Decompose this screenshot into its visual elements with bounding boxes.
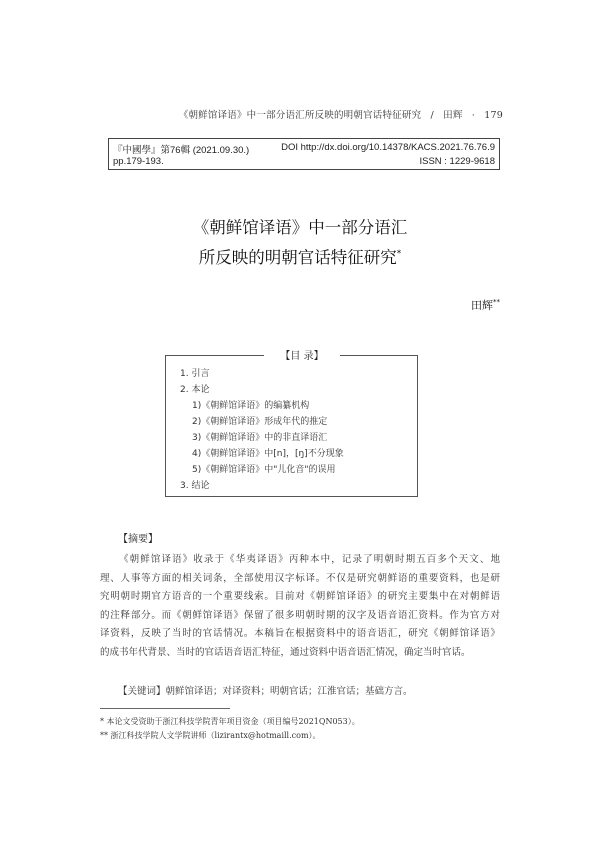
journal-citation: 『中國學』第76輯 (2021.09.30.) — [113, 145, 250, 156]
footnote-2: ** 浙江科技学院人文学院讲师（lizirantx@hotmaill.com）。 — [100, 731, 321, 740]
journal-pages: pp.179-193. — [113, 156, 164, 167]
abstract-heading: 【摘要】 — [118, 534, 158, 545]
footnote-1: * 本论文受资助于浙江科技学院青年项目资金（项目编号2021QN053）。 — [100, 717, 360, 726]
abstract-line: 译资料，反映了当时的官话情况。本稿旨在根据资料中的语音语汇，研究《朝鲜馆译语》 — [100, 628, 500, 640]
paper-title-line-2-text: 所反映的明朝官话特征研究 — [198, 248, 397, 267]
abstract-line: 的注释部分。而《朝鲜馆译语》保留了很多明朝时期的汉字及语音语汇资料。作为官方对 — [100, 609, 500, 621]
toc-item: 1. 引言 — [180, 369, 210, 379]
running-head-title: 《朝鲜馆译语》中一部分语汇所反映的明朝官话特征研究 — [178, 110, 422, 121]
toc-item: 4)《朝鲜馆译语》中[n]，[ŋ]不分现象 — [192, 449, 344, 459]
toc-item: 1)《朝鲜馆译语》的编纂机构 — [192, 401, 310, 411]
paper-title-line-1: 《朝鲜馆译语》中一部分语汇 — [192, 218, 408, 237]
abstract-line: 的成书年代背景、当时的官话语音语汇特征，通过资料中语音语汇情况，确定当时官话。 — [100, 646, 471, 658]
author-name-text: 田辉 — [471, 299, 493, 312]
abstract-line: 究明朝时期官方语音的一个重要线索。目前对《朝鲜馆译语》的研究主要集中在对朝鲜语 — [100, 591, 500, 603]
running-head-author: 田辉 — [443, 110, 463, 121]
author-name — [471, 297, 500, 313]
abstract-body — [100, 551, 500, 663]
toc-item: 2. 本论 — [180, 385, 210, 395]
page-number: 179 — [484, 110, 503, 121]
running-head-dot: · — [471, 110, 476, 121]
toc-item: 5)《朝鲜馆译语》中"儿化音"的误用 — [192, 465, 336, 475]
paper-title-line-2 — [100, 241, 500, 271]
toc-item: 3. 结论 — [180, 481, 210, 491]
toc-list — [180, 366, 344, 494]
keywords-label: 【关键词】 — [118, 686, 166, 697]
running-head — [110, 107, 503, 121]
keywords — [118, 683, 413, 697]
toc-item: 3)《朝鲜馆译语》中的非直译语汇 — [192, 433, 328, 443]
abstract-line: 《朝鲜馆译语》收录于《华夷译语》丙种本中，记录了明朝时期五百多个天文、地 — [119, 554, 500, 565]
running-head-separator: / — [430, 110, 434, 121]
toc-item: 2)《朝鲜馆译语》形成年代的推定 — [192, 417, 328, 427]
title-footnote-mark: * — [396, 249, 402, 259]
journal-doi: DOI http://dx.doi.org/10.14378/KACS.2021.76.76.9 — [281, 142, 495, 153]
journal-issn: ISSN : 1229-9618 — [419, 156, 495, 167]
footnote-divider — [100, 708, 230, 709]
keywords-text: 朝鲜馆译语；对译资料；明朝官话；江淮官话；基础方言。 — [165, 686, 413, 697]
abstract-line: 理、人事等方面的相关词条，全部使用汉字标译。不仅是研究朝鲜语的重要资料，也是研 — [100, 572, 500, 584]
journal-info-box — [108, 138, 500, 170]
toc-heading: 【目 录】 — [264, 347, 340, 362]
author-footnote-mark: ** — [493, 298, 500, 306]
